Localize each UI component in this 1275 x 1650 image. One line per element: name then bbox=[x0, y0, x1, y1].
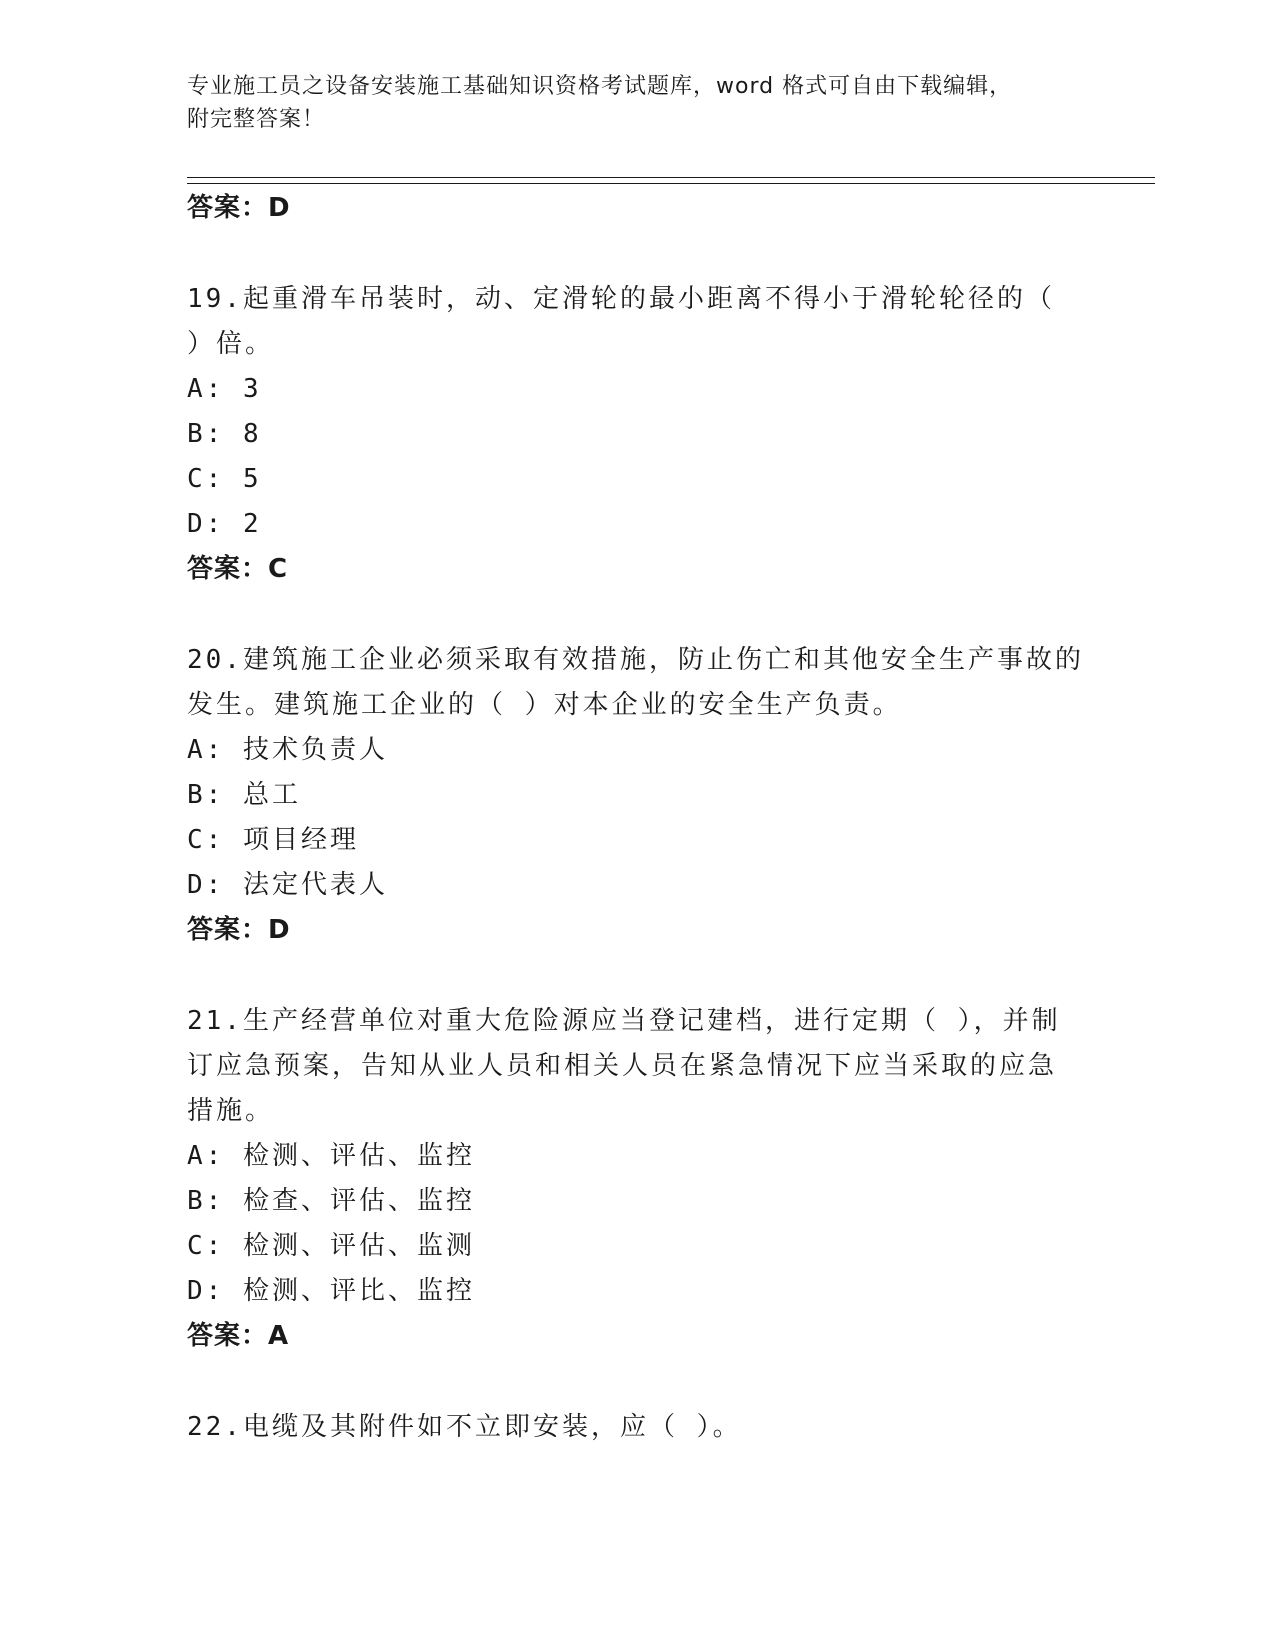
spacer bbox=[187, 953, 1087, 999]
header-line-1: 专业施工员之设备安装施工基础知识资格考试题库，word 格式可自由下载编辑， bbox=[187, 74, 1013, 99]
option-d: D: 2 bbox=[187, 509, 262, 539]
option-c: C: 5 bbox=[187, 464, 262, 494]
answer-19: 答案：C bbox=[187, 554, 289, 584]
question-stem-line: ）倍。 bbox=[187, 329, 275, 359]
header-line-2: 附完整答案！ bbox=[187, 107, 326, 132]
document-header bbox=[187, 70, 1087, 136]
option-c: C: 检测、评估、监测 bbox=[187, 1231, 475, 1261]
option-b: B: 8 bbox=[187, 419, 262, 449]
option-d: D: 检测、评比、监控 bbox=[187, 1276, 475, 1306]
question-stem-line: 21.生产经营单位对重大危险源应当登记建档，进行定期（ ），并制 bbox=[187, 1006, 1061, 1036]
question-stem-line: 发生。建筑施工企业的（ ）对本企业的安全生产负责。 bbox=[187, 690, 902, 720]
question-stem-line: 19.起重滑车吊装时，动、定滑轮的最小距离不得小于滑轮轮径的（ bbox=[187, 284, 1055, 314]
spacer bbox=[187, 1359, 1087, 1405]
option-a: A: 检测、评估、监控 bbox=[187, 1141, 475, 1171]
option-a: A: 3 bbox=[187, 374, 262, 404]
question-list bbox=[187, 186, 1087, 1450]
question-stem-line: 20.建筑施工企业必须采取有效措施，防止伤亡和其他安全生产事故的 bbox=[187, 645, 1084, 675]
answer-20: 答案：D bbox=[187, 915, 291, 945]
answer-21: 答案：A bbox=[187, 1321, 290, 1351]
question-stem-line: 22.电缆及其附件如不立即安装，应（ ）。 bbox=[187, 1412, 742, 1442]
question-22 bbox=[187, 1405, 1087, 1450]
question-stem-line: 措施。 bbox=[187, 1096, 275, 1126]
header-divider bbox=[187, 177, 1155, 184]
option-c: C: 项目经理 bbox=[187, 825, 359, 855]
question-21 bbox=[187, 999, 1087, 1359]
question-19 bbox=[187, 277, 1087, 592]
option-b: B: 检查、评估、监控 bbox=[187, 1186, 475, 1216]
answer-previous: 答案：D bbox=[187, 193, 291, 223]
spacer bbox=[187, 231, 1087, 277]
question-20 bbox=[187, 638, 1087, 953]
option-b: B: 总工 bbox=[187, 780, 301, 810]
option-d: D: 法定代表人 bbox=[187, 870, 388, 900]
option-a: A: 技术负责人 bbox=[187, 735, 388, 765]
spacer bbox=[187, 592, 1087, 638]
question-stem-line: 订应急预案，告知从业人员和相关人员在紧急情况下应当采取的应急 bbox=[187, 1051, 1058, 1081]
